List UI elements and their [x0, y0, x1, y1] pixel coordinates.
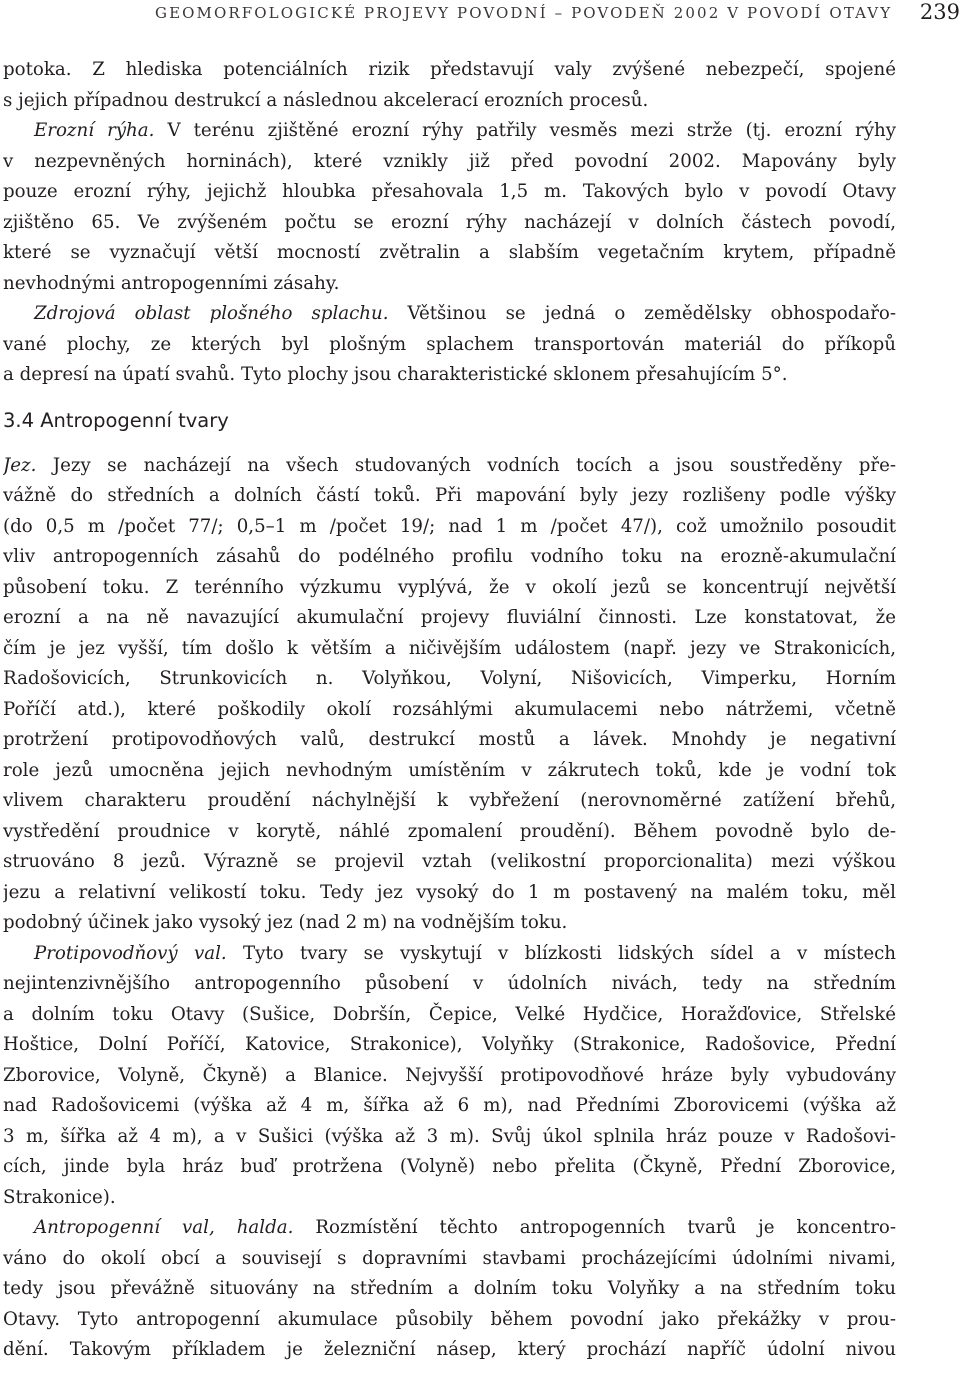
text-line: dění. Takovým příkladem je železniční násep, který prochází napříč údolní nivou — [3, 1339, 896, 1360]
text-run: V terénu zjištěné erozní rýhy patřily vesměs mezi strže (tj. erozní rýhy — [154, 120, 896, 141]
text-line — [3, 939, 896, 970]
term-erozni-ryha: Erozní rýha. — [34, 120, 155, 141]
text-line: vané plochy, ze kterých byl plošným splachem transportován materiál do příkopů — [3, 333, 896, 355]
text-line: vlivem charakteru proudění náchylnější k vybřežení (nerovnoměrné zatížení břehů, — [3, 790, 896, 811]
term-protipovodnovy-val: Protipovodňový val. — [34, 942, 227, 964]
text-line: potoka. Z hlediska potenciálních rizik představují valy zvýšené nebezpečí, spojené — [3, 59, 896, 80]
text-line: čím je jez vyšší, tím došlo k větším a ničivějším událostem (např. jezy ve Strakonicích, — [3, 637, 896, 659]
term-jez: Jez. — [3, 454, 37, 476]
text-line: pouze erozní rýhy, jejichž hloubka přesahovala 1,5 m. Takových bylo v povodí Otavy — [3, 181, 896, 202]
text-line: Poříčí atd.), které poškodily okolí rozsáhlými akumulacemi nebo nátržemi, včetně — [3, 698, 896, 720]
running-head: GEOMORFOLOGICKÉ PROJEVY POVODNÍ – POVODEŇ 2002 V POVODÍ OTAVY — [155, 4, 893, 22]
text-line: zjištěno 65. Ve zvýšeném počtu se erozní rýhy nacházejí v dolních částech povodí, — [3, 211, 896, 233]
text-line: s jejich případnou destrukcí a následnou akcelerací erozních procesů. — [3, 89, 649, 111]
text-line: struováno 8 jezů. Výrazně se projevil vztah (velikostní proporcionalita) mezi výškou — [3, 851, 896, 872]
text-line: cích, jinde byla hráz buď protržena (Volyně) nebo přelita (Čkyně, Přední Zborovice, — [3, 1156, 896, 1177]
text-line: tedy jsou převážně situovány na středním a dolním toku Volyňky a na středním toku — [3, 1278, 896, 1299]
text-line: jezu a relativní velikostí toku. Tedy jez vysoký do 1 m postavený na malém toku, měl — [3, 881, 896, 903]
text-line: působení toku. Z terénního výzkumu vyplývá, že v okolí jezů se koncentrují největší — [3, 576, 896, 598]
text-line: vliv antropogenních zásahů do podélného profilu vodního toku na erozně-akumulační — [3, 546, 896, 567]
term-zdrojova-oblast: Zdrojová oblast plošného splachu. — [34, 303, 389, 324]
text-run: Jezy se nacházejí na všech studovaných vodních tocích a jsou soustředěny pře- — [36, 454, 896, 476]
text-line: vystředění proudnice v korytě, náhlé zpomalení proudění). Během povodně bylo de- — [3, 820, 896, 842]
text-line: váno do okolí obcí a souvisejí s dopravními stavbami procházejícími údolními nivami, — [3, 1247, 896, 1269]
text-line: nad Radošovicemi (výška až 4 m, šířka až 6 m), nad Předními Zborovicemi (výška až — [3, 1095, 896, 1116]
text-line: Otavy. Tyto antropogenní akumulace působily během povodní jako překážky v prou- — [3, 1308, 896, 1330]
text-line: a dolním toku Otavy (Sušice, Dobršín, Čepice, Velké Hydčice, Horažďovice, Střelské — [3, 1003, 896, 1025]
text-line — [3, 116, 896, 147]
text-run: Rozmístění těchto antropogenních tvarů je koncentro- — [293, 1217, 896, 1238]
text-line: (do 0,5 m /počet 77/; 0,5–1 m /počet 19/; nad 1 m /počet 47/), což umožnilo posoudit — [3, 515, 896, 537]
page-number: 239 — [919, 0, 960, 24]
term-antropogenni-val: Antropogenní val, halda. — [34, 1217, 294, 1238]
text-line: Strakonice). — [3, 1186, 116, 1208]
text-line — [3, 299, 896, 330]
text-line: podobný účinek jako vysoký jez (nad 2 m) na vodnějším toku. — [3, 912, 568, 933]
text-line — [3, 451, 896, 482]
text-line: Radošovicích, Strunkovicích n. Volyňkou, Volyní, Nišovicích, Vimperku, Horním — [3, 668, 896, 689]
text-run: Tyto tvary se vyskytují v blízkosti lidských sídel a v místech — [226, 942, 896, 964]
section-heading: 3.4 Antropogenní tvary — [3, 408, 229, 432]
text-line: nevhodnými antropogenními zásahy. — [3, 272, 340, 294]
text-line: Hoštice, Dolní Poříčí, Katovice, Strakonice), Volyňky (Strakonice, Radošovice, Přední — [3, 1034, 896, 1055]
text-line: které se vyznačují větší mocností zvětralin a slabším vegetačním krytem, případně — [3, 242, 896, 263]
text-line: protržení protipovodňových valů, destrukcí mostů a lávek. Mnohdy je negativní — [3, 729, 896, 750]
text-line: erozní a na ně navazující akumulační projevy fluviální činnosti. Lze konstatovat, že — [3, 607, 896, 628]
text-line: a depresí na úpatí svahů. Tyto plochy jsou charakteristické sklonem přesahujícím 5°. — [3, 364, 788, 385]
body-text — [3, 55, 896, 1366]
text-line: 3 m, šířka až 4 m), a v Sušici (výška až 3 m). Svůj úkol splnila hráz pouze v Radošovi- — [3, 1125, 896, 1147]
text-line: Zborovice, Volyně, Čkyně) a Blanice. Nejvyšší protipovodňové hráze byly vybudovány — [3, 1064, 896, 1086]
text-line: role jezů umocněna jejich nevhodným umístěním v zákrutech toků, kde je vodní tok — [3, 759, 896, 781]
text-line: vážně do středních a dolních částí toků. Při mapování byly jezy rozlišeny podle výšky — [3, 485, 896, 506]
text-line: v nezpevněných horninách), které vznikly již před povodní 2002. Mapovány byly — [3, 150, 896, 172]
text-run: Většinou se jedná o zemědělsky obhospodařo- — [388, 303, 896, 324]
text-line — [3, 1213, 896, 1244]
text-line: nejintenzivnějšího antropogenního působení v údolních nivách, tedy na středním — [3, 973, 896, 994]
